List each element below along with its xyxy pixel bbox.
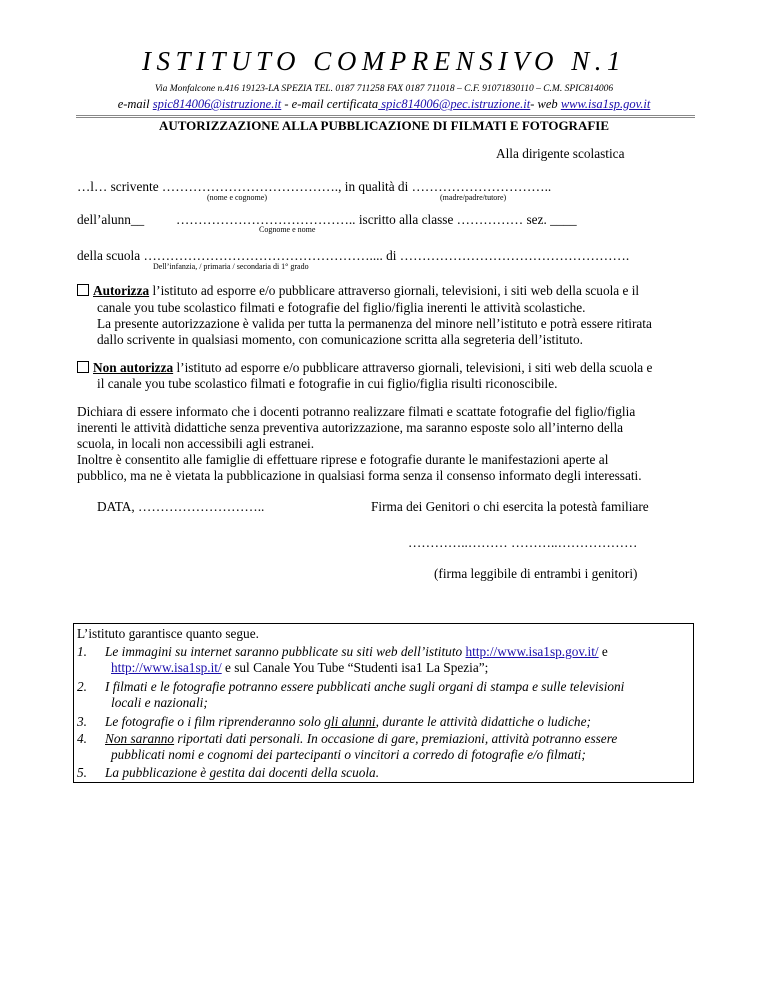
item-1 bbox=[105, 644, 608, 660]
writer-line: …l… scrivente …………………………………., in qualità di ………………………….. bbox=[77, 179, 552, 194]
item-1-link-2[interactable]: http://www.isa1sp.it/ bbox=[111, 660, 222, 675]
item-3-number: 3. bbox=[77, 714, 87, 729]
student-line: ………………………………….. iscritto alla classe …………… sez. ____ bbox=[176, 212, 577, 227]
signature-note: (firma leggibile di entrambi i genitori) bbox=[434, 566, 638, 581]
item-2-line-1: I filmati e le fotografie potranno essere pubblicati anche sugli organi di stampa e sulle televisioni bbox=[105, 679, 625, 694]
declaration-1: Dichiara di essere informato che i docenti potranno realizzare filmati e scattate fotografie del figlio/figlia bbox=[77, 404, 636, 419]
item-4-number: 4. bbox=[77, 731, 87, 746]
item-3-text: Le fotografie o i film riprenderanno solo bbox=[105, 714, 325, 729]
declaration-3: scuola, in locali non accessibili agli estranei. bbox=[77, 436, 315, 451]
web-link[interactable]: www.isa1sp.gov.it bbox=[560, 97, 651, 111]
item-1-and: e bbox=[598, 644, 608, 659]
item-4-text: riportati dati personali. In occasione di gare, premiazioni, attività potranno essere bbox=[174, 731, 618, 746]
deny-text-1: l’istituto ad esporre e/o pubblicare attraverso giornali, televisioni, i siti web della scuola e bbox=[173, 360, 653, 375]
item-3-underlined: gli alunni bbox=[324, 714, 376, 729]
authorize-option[interactable] bbox=[77, 283, 639, 299]
item-4-line-2: pubblicati nomi e cognomi dei partecipanti o vincitori a corredo di fotografie e/o filmati; bbox=[111, 747, 586, 762]
pec-link[interactable]: spic814006@pec.istruzione.it bbox=[378, 97, 531, 111]
deny-checkbox[interactable] bbox=[77, 361, 89, 373]
signature-lines: …………..……… ………..……………… bbox=[408, 535, 638, 550]
item-4 bbox=[105, 731, 617, 747]
item-1-text: Le immagini su internet saranno pubblicate su siti web dell’istituto bbox=[105, 644, 466, 659]
addressee: Alla dirigente scolastica bbox=[496, 146, 625, 161]
signer-label: Firma dei Genitori o chi esercita la potestà familiare bbox=[371, 499, 649, 514]
hint-school: Dell’infanzia, / primaria / secondaria di 1° grado bbox=[153, 262, 309, 271]
guarantees-intro: L’istituto garantisce quanto segue. bbox=[77, 626, 259, 641]
hint-name: (nome e cognome) bbox=[207, 193, 267, 202]
deny-keyword: Non autorizza bbox=[93, 360, 174, 375]
authorize-text-3: La presente autorizzazione è valida per tutta la permanenza del minore nell’istituto e potrà essere ritirata bbox=[97, 316, 652, 331]
web-label: - web bbox=[530, 97, 558, 111]
item-3-tail: , durante le attività didattiche o ludiche; bbox=[375, 714, 591, 729]
school-name: ISTITUTO COMPRENSIVO N.1 bbox=[142, 46, 626, 76]
school-line: della scuola …………………………………………….... di ……………………………………………. bbox=[77, 248, 630, 263]
pec-label: - e-mail certificata bbox=[284, 97, 379, 111]
item-1-tail: e sul Canale You Tube “Studenti isa1 La Spezia”; bbox=[221, 660, 489, 675]
item-4-underlined: Non saranno bbox=[105, 731, 175, 746]
document-title: AUTORIZZAZIONE ALLA PUBBLICAZIONE DI FILMATI E FOTOGRAFIE bbox=[158, 118, 610, 133]
email-label: e-mail bbox=[117, 97, 150, 111]
authorize-text-2: canale you tube scolastico filmati e fotografie del figlio/figlia inerenti le attività scolastiche. bbox=[97, 300, 586, 315]
deny-text-2: il canale you tube scolastico filmati e fotografie in cui figlio/figlia risulti riconoscibile. bbox=[97, 376, 558, 391]
authorize-checkbox[interactable] bbox=[77, 284, 89, 296]
school-address: Via Monfalcone n.416 19123-LA SPEZIA TEL. 0187 711258 FAX 0187 711018 – C.F. 91071830110 – C.M. SPIC814006 bbox=[154, 84, 614, 94]
item-2-line-2: locali e nazionali; bbox=[111, 695, 208, 710]
item-3 bbox=[105, 714, 591, 730]
authorize-keyword: Autorizza bbox=[93, 283, 150, 298]
authorize-text-4: dallo scrivente in qualsiasi momento, con comunicazione scritta alla segreteria dell’istituto. bbox=[97, 332, 583, 347]
email-link[interactable]: spic814006@istruzione.it bbox=[152, 97, 282, 111]
item-1-number: 1. bbox=[77, 644, 87, 659]
item-1-link-1[interactable]: http://www.isa1sp.gov.it/ bbox=[465, 644, 599, 659]
item-5: La pubblicazione è gestita dai docenti della scuola. bbox=[105, 765, 380, 780]
date-field: DATA, ……………………….. bbox=[97, 499, 265, 514]
declaration-5: pubblico, ma ne è vietata la pubblicazione in qualsiasi forma senza il consenso informato degli interessati. bbox=[77, 468, 642, 483]
item-1-cont bbox=[111, 660, 488, 676]
hint-role: (madre/padre/tutore) bbox=[440, 193, 507, 202]
authorize-text-1: l’istituto ad esporre e/o pubblicare attraverso giornali, televisioni, i siti web della scuola e il bbox=[149, 283, 640, 298]
declaration-2: inerenti le attività didattiche senza preventiva autorizzazione, ma saranno esposte solo all’interno della bbox=[77, 420, 624, 435]
deny-option[interactable] bbox=[77, 360, 652, 376]
item-2-number: 2. bbox=[77, 679, 87, 694]
student-label: dell’alunn__ bbox=[77, 212, 145, 227]
item-5-number: 5. bbox=[77, 765, 87, 780]
hint-student: Cognome e nome bbox=[259, 225, 316, 234]
contact-line bbox=[0, 97, 768, 112]
declaration-4: Inoltre è consentito alle famiglie di effettuare riprese e fotografie durante le manifestazioni aperte al bbox=[77, 452, 609, 467]
